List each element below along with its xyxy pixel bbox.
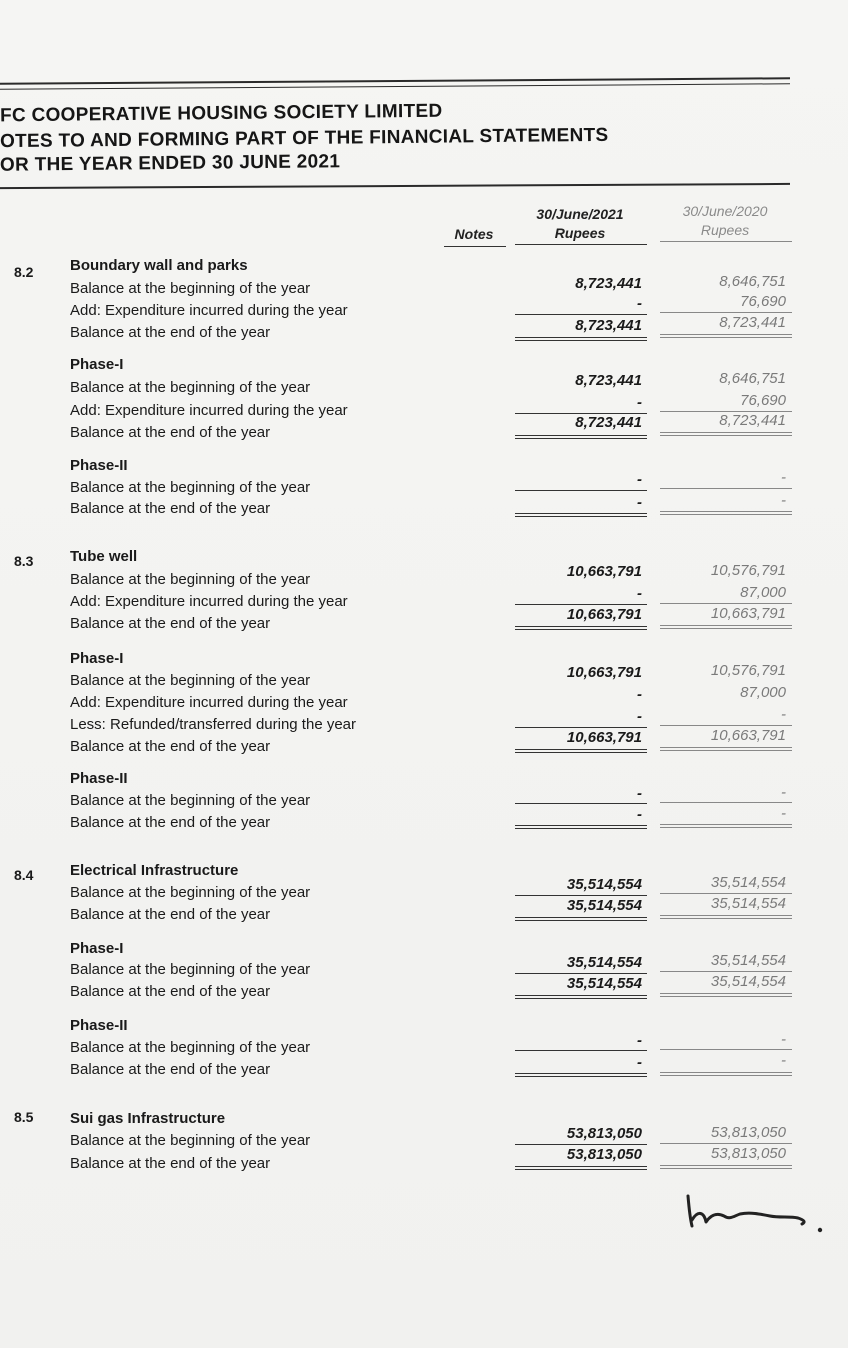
row-label: Add: Expenditure incurred during the year [70,402,348,419]
company-name: FC COOPERATIVE HOUSING SOCIETY LIMITED [0,100,443,127]
total-rule [660,993,792,997]
previous-value: 35,514,554 [710,952,786,969]
current-value: 10,663,791 [566,563,642,580]
row-label: Balance at the end of the year [70,1155,271,1172]
subtotal-rule [660,1049,792,1050]
current-value: - [637,708,642,725]
row-label: Balance at the end of the year [70,324,271,341]
previous-value: 76,690 [740,293,786,310]
section-title: Phase-I [70,940,124,957]
previous-value: 10,576,791 [710,662,786,679]
row-label: Balance at the beginning of the year [70,280,311,297]
section-title: Sui gas Infrastructure [70,1110,226,1127]
section-title: Phase-I [70,650,124,667]
current-value: 53,813,050 [566,1146,642,1163]
previous-value: 8,723,441 [719,314,786,331]
current-value: 8,723,441 [575,372,642,389]
previous-value: - [781,1031,786,1048]
section-title: Phase-II [70,770,128,787]
current-value: - [637,1032,642,1049]
previous-value: 8,646,751 [719,370,786,387]
section-title: Phase-I [70,356,124,373]
subtotal-rule [515,973,647,974]
total-rule [660,432,792,436]
row-label: Add: Expenditure incurred during the year [70,593,348,610]
previous-value: - [781,469,786,486]
previous-value: - [781,784,786,801]
previous-value: 35,514,554 [710,895,786,912]
subtotal-rule [515,803,647,804]
current-date-header: 30/June/2021 [536,206,624,222]
total-rule [515,825,647,829]
section-title: Phase-II [70,1017,128,1034]
subtotal-rule [515,1050,647,1051]
current-unit-header: Rupees [554,225,606,241]
subtotal-rule [515,490,647,491]
row-label: Balance at the beginning of the year [70,1039,311,1056]
total-rule [515,917,647,921]
previous-value: - [781,805,786,822]
section-title: Electrical Infrastructure [70,862,239,879]
row-label: Balance at the beginning of the year [70,884,311,901]
top-rule-thin [0,83,790,90]
subtotal-rule [515,727,647,728]
previous-value: 8,723,441 [719,412,786,429]
subtotal-rule [660,893,792,894]
row-label: Balance at the beginning of the year [70,571,311,588]
row-label: Balance at the beginning of the year [70,1132,311,1149]
total-rule [660,625,792,629]
row-label: Add: Expenditure incurred during the year [70,694,348,711]
total-rule [660,1165,792,1169]
section-title: Tube well [70,548,138,565]
section-title: Boundary wall and parks [70,257,248,274]
section-number: 8.5 [14,1109,34,1125]
total-rule [660,747,792,751]
subtotal-rule [660,802,792,803]
previous-unit-header: Rupees [700,222,750,238]
current-value: 35,514,554 [566,975,642,992]
previous-header-underline [660,241,792,242]
current-value: - [637,785,642,802]
current-value: - [637,394,642,411]
previous-value: 76,690 [740,392,786,409]
total-rule [660,511,792,515]
previous-value: 10,576,791 [710,562,786,579]
total-rule [515,435,647,439]
total-rule [515,513,647,517]
current-value: 35,514,554 [566,954,642,971]
period-title: OR THE YEAR ENDED 30 JUNE 2021 [0,151,341,176]
previous-value: 35,514,554 [710,874,786,891]
current-value: - [637,494,642,511]
subtotal-rule [660,971,792,972]
row-label: Add: Expenditure incurred during the year [70,302,348,319]
row-label: Balance at the end of the year [70,738,271,755]
total-rule [515,626,647,630]
previous-value: 35,514,554 [710,973,786,990]
current-value: 8,723,441 [575,414,642,431]
subtotal-rule [660,725,792,726]
section-number: 8.4 [14,867,34,883]
current-value: 35,514,554 [566,876,642,893]
current-value: - [637,1054,642,1071]
section-number: 8.2 [14,264,34,280]
row-label: Balance at the beginning of the year [70,961,311,978]
total-rule [660,1072,792,1076]
subtotal-rule [515,314,647,315]
row-label: Balance at the end of the year [70,1061,271,1078]
current-value: 53,813,050 [566,1125,642,1142]
previous-value: - [781,706,786,723]
previous-value: 87,000 [740,684,786,701]
subtotal-rule [515,604,647,605]
previous-value: 53,813,050 [710,1145,786,1162]
header-rule [0,183,790,189]
subtotal-rule [660,603,792,604]
total-rule [515,1073,647,1077]
section-title: Phase-II [70,457,128,474]
row-label: Balance at the end of the year [70,424,271,441]
subtotal-rule [660,488,792,489]
total-rule [515,1166,647,1170]
notes-title: OTES TO AND FORMING PART OF THE FINANCIAL STATEMENTS [0,124,609,153]
current-value: - [637,585,642,602]
row-label: Balance at the end of the year [70,500,271,517]
signature-mark [680,1188,830,1238]
current-value: 8,723,441 [575,317,642,334]
previous-value: 53,813,050 [710,1124,786,1141]
previous-date-header: 30/June/2020 [682,203,768,219]
current-value: - [637,471,642,488]
subtotal-rule [660,1143,792,1144]
total-rule [660,824,792,828]
previous-value: 8,646,751 [719,273,786,290]
subtotal-rule [515,1144,647,1145]
row-label: Balance at the beginning of the year [70,379,311,396]
current-value: - [637,806,642,823]
previous-value: 10,663,791 [710,727,786,744]
subtotal-rule [515,895,647,896]
previous-value: - [781,492,786,509]
previous-value: 87,000 [740,584,786,601]
previous-value: - [781,1052,786,1069]
subtotal-rule [660,312,792,313]
row-label: Balance at the end of the year [70,983,271,1000]
row-label: Balance at the end of the year [70,906,271,923]
notes-column-header: Notes [454,226,494,242]
notes-underline [444,246,506,247]
row-label: Balance at the end of the year [70,615,271,632]
current-value: 8,723,441 [575,275,642,292]
previous-value: 10,663,791 [710,605,786,622]
current-header-underline [515,244,647,245]
total-rule [660,334,792,338]
row-label: Less: Refunded/transferred during the year [70,716,357,733]
current-value: 10,663,791 [566,606,642,623]
current-value: 35,514,554 [566,897,642,914]
total-rule [515,749,647,753]
section-number: 8.3 [14,553,34,569]
row-label: Balance at the beginning of the year [70,792,311,809]
row-label: Balance at the end of the year [70,814,271,831]
current-value: 10,663,791 [566,664,642,681]
row-label: Balance at the beginning of the year [70,479,311,496]
row-label: Balance at the beginning of the year [70,672,311,689]
current-value: - [637,686,642,703]
current-value: 10,663,791 [566,729,642,746]
total-rule [515,337,647,341]
total-rule [515,995,647,999]
total-rule [660,915,792,919]
current-value: - [637,295,642,312]
